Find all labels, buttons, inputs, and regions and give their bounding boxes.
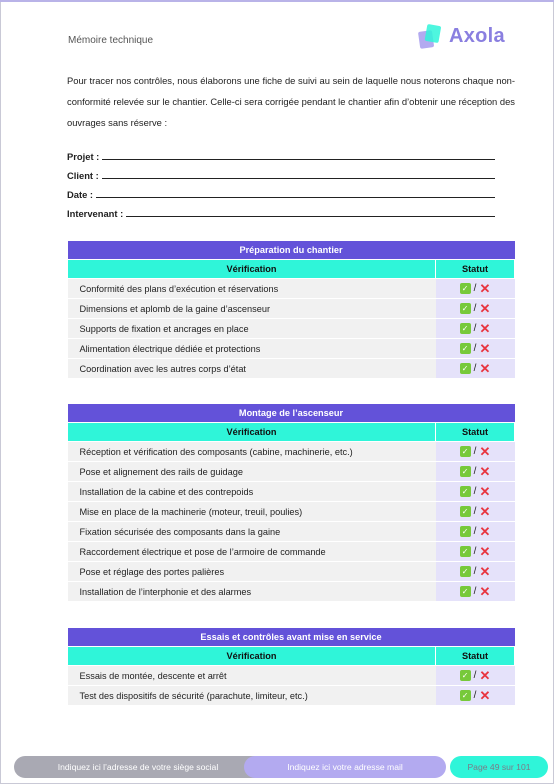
green-check-icon[interactable]: ✓	[460, 586, 471, 597]
table-row	[68, 339, 515, 359]
top-accent-line	[0, 0, 554, 2]
column-header-verification: Vérification	[68, 260, 436, 279]
green-check-icon[interactable]: ✓	[460, 566, 471, 577]
red-cross-icon[interactable]: ✕	[479, 504, 491, 519]
status-cell	[436, 522, 515, 542]
status-separator: /	[473, 670, 477, 681]
red-cross-icon[interactable]: ✕	[479, 444, 491, 459]
checklist-table	[67, 404, 515, 602]
red-cross-icon[interactable]: ✕	[479, 668, 491, 683]
green-check-icon[interactable]: ✓	[460, 446, 471, 457]
green-check-icon[interactable]: ✓	[460, 283, 471, 294]
green-check-icon[interactable]: ✓	[460, 546, 471, 557]
verification-item: Fixation sécurisée des composants dans la gaine	[68, 522, 436, 542]
column-header-verification: Vérification	[68, 647, 436, 666]
status-separator: /	[473, 566, 477, 577]
red-cross-icon[interactable]: ✕	[479, 584, 491, 599]
table-row	[68, 666, 515, 686]
status-separator: /	[473, 323, 477, 334]
table-row	[68, 442, 515, 462]
table-row	[68, 562, 515, 582]
red-cross-icon[interactable]: ✕	[479, 464, 491, 479]
status-separator: /	[473, 466, 477, 477]
table-row	[68, 502, 515, 522]
green-check-icon[interactable]: ✓	[460, 486, 471, 497]
field-input-line[interactable]	[126, 216, 495, 217]
green-check-icon[interactable]: ✓	[460, 506, 471, 517]
table-row	[68, 299, 515, 319]
green-check-icon[interactable]: ✓	[460, 690, 471, 701]
column-header-statut: Statut	[436, 260, 515, 279]
status-cell	[436, 462, 515, 482]
verification-item: Pose et réglage des portes palières	[68, 562, 436, 582]
status-separator: /	[473, 303, 477, 314]
column-header-verification: Vérification	[68, 423, 436, 442]
green-check-icon[interactable]: ✓	[460, 303, 471, 314]
table-row	[68, 482, 515, 502]
status-cell	[436, 686, 515, 706]
green-check-icon[interactable]: ✓	[460, 466, 471, 477]
green-check-icon[interactable]: ✓	[460, 670, 471, 681]
green-check-icon[interactable]: ✓	[460, 363, 471, 374]
green-check-icon[interactable]: ✓	[460, 343, 471, 354]
status-separator: /	[473, 486, 477, 497]
verification-item: Installation de la cabine et des contrepoids	[68, 482, 436, 502]
green-check-icon[interactable]: ✓	[460, 323, 471, 334]
field-input-line[interactable]	[102, 178, 495, 179]
field-input-line[interactable]	[102, 159, 495, 160]
form-field	[67, 167, 495, 181]
column-header-statut: Statut	[436, 423, 515, 442]
verification-item: Test des dispositifs de sécurité (parachute, limiteur, etc.)	[68, 686, 436, 706]
green-check-icon[interactable]: ✓	[460, 526, 471, 537]
field-input-line[interactable]	[96, 197, 495, 198]
status-cell	[436, 666, 515, 686]
section-title: Essais et contrôles avant mise en service	[68, 628, 515, 647]
red-cross-icon[interactable]: ✕	[479, 524, 491, 539]
status-separator: /	[473, 586, 477, 597]
red-cross-icon[interactable]: ✕	[479, 301, 491, 316]
section-title: Montage de l’ascenseur	[68, 404, 515, 423]
status-separator: /	[473, 526, 477, 537]
verification-item: Réception et vérification des composants (cabine, machinerie, etc.)	[68, 442, 436, 462]
verification-item: Essais de montée, descente et arrêt	[68, 666, 436, 686]
table-row	[68, 522, 515, 542]
footer-address: Indiquez ici l’adresse de votre siège social	[14, 756, 262, 778]
status-cell	[436, 482, 515, 502]
red-cross-icon[interactable]: ✕	[479, 544, 491, 559]
field-label: Client :	[67, 170, 99, 181]
verification-item: Coordination avec les autres corps d’état	[68, 359, 436, 379]
document-header-title: Mémoire technique	[68, 35, 154, 46]
red-cross-icon[interactable]: ✕	[479, 341, 491, 356]
verification-item: Conformité des plans d’exécution et réservations	[68, 279, 436, 299]
checklist-table	[67, 628, 515, 706]
status-cell	[436, 562, 515, 582]
verification-item: Pose et alignement des rails de guidage	[68, 462, 436, 482]
table-row	[68, 279, 515, 299]
status-separator: /	[473, 690, 477, 701]
status-cell	[436, 502, 515, 522]
form-field	[67, 186, 495, 200]
verification-item: Supports de fixation et ancrages en place	[68, 319, 436, 339]
status-separator: /	[473, 506, 477, 517]
form-field	[67, 205, 495, 219]
verification-item: Alimentation électrique dédiée et protections	[68, 339, 436, 359]
status-cell	[436, 279, 515, 299]
status-cell	[436, 319, 515, 339]
red-cross-icon[interactable]: ✕	[479, 321, 491, 336]
red-cross-icon[interactable]: ✕	[479, 484, 491, 499]
column-header-statut: Statut	[436, 647, 515, 666]
status-separator: /	[473, 343, 477, 354]
status-cell	[436, 542, 515, 562]
intro-paragraph: Pour tracer nos contrôles, nous élaborons une fiche de suivi au sein de laquelle nous noterons chaque non-conformité relevée sur le chantier. Celle-ci sera corrigée pendant le chantier afin d’obtenir une réception des ouvrages sans réserve :	[67, 75, 515, 128]
status-cell	[436, 299, 515, 319]
red-cross-icon[interactable]: ✕	[479, 688, 491, 703]
red-cross-icon[interactable]: ✕	[479, 564, 491, 579]
logo-icon	[418, 24, 442, 50]
form-field	[67, 148, 495, 162]
status-cell	[436, 442, 515, 462]
status-cell	[436, 582, 515, 602]
footer-page-number: Page 49 sur 101	[450, 756, 548, 778]
red-cross-icon[interactable]: ✕	[479, 281, 491, 296]
table-row	[68, 462, 515, 482]
field-label: Intervenant :	[67, 208, 124, 219]
table-row	[68, 582, 515, 602]
status-separator: /	[473, 283, 477, 294]
field-label: Date :	[67, 189, 94, 200]
verification-item: Dimensions et aplomb de la gaine d’ascenseur	[68, 299, 436, 319]
footer-email: Indiquez ici votre adresse mail	[244, 756, 446, 778]
checklist-table	[67, 241, 515, 379]
red-cross-icon[interactable]: ✕	[479, 361, 491, 376]
status-separator: /	[473, 363, 477, 374]
verification-item: Raccordement électrique et pose de l’armoire de commande	[68, 542, 436, 562]
status-separator: /	[473, 446, 477, 457]
company-logo	[418, 22, 514, 52]
section-title: Préparation du chantier	[68, 241, 515, 260]
field-label: Projet :	[67, 151, 100, 162]
table-row	[68, 686, 515, 706]
table-row	[68, 542, 515, 562]
status-cell	[436, 339, 515, 359]
table-row	[68, 319, 515, 339]
logo-text: Axola	[449, 25, 505, 47]
verification-item: Installation de l’interphonie et des alarmes	[68, 582, 436, 602]
status-separator: /	[473, 546, 477, 557]
status-cell	[436, 359, 515, 379]
table-row	[68, 359, 515, 379]
verification-item: Mise en place de la machinerie (moteur, treuil, poulies)	[68, 502, 436, 522]
